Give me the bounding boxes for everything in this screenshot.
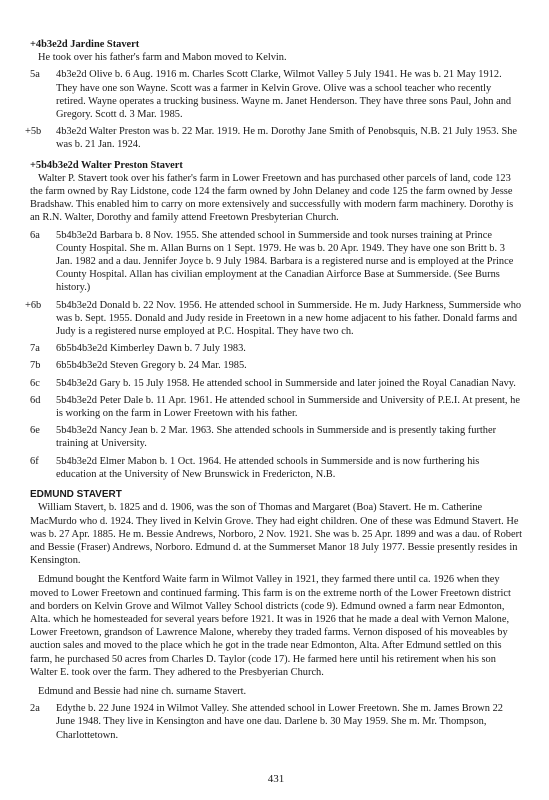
entry-code: +5b [25, 126, 42, 138]
paragraph-edmund-2: Edmund bought the Kentford Waite farm in Wilmot Valley in 1921, they farmed there until ca. 1926 when they moved to Lower Freetown and continued farming. This farm is on the extreme north of the Lower Freetown district and borders on Kelvin Grove and Wilmot Valley School districts (code 9). Edmund owned a farm near Edmonton, Alta. which he homesteaded for several years before 1921. It was in 1926 that he made a deal with Vernon Malone, Lower Freetown, grandson of Lawrence Malone, whereby they traded farms. Vernon disposed of his moveables by auction sales and moved to the place which he got in the trade near Edmonton, Alta. After Edmund settled on this farm, he purchased 50 acres from Charles D. Taylor (code 17). He farmed here until his retirement when his son Walter E. took over the farm. They adhered to the Presbyerian Church. [30, 574, 511, 678]
list-item [25, 125, 522, 151]
entry-text: 5b4b3e2d Nancy Jean b. 2 Mar. 1963. She attended schools in Summerside and is presently taking further training at University. [56, 425, 497, 450]
entry-text: 4b3e2d Olive b. 6 Aug. 1916 m. Charles Scott Clarke, Wilmot Valley 5 July 1941. He was b. 21 May 1912. They have one son Wayne. Scott was a farmer in Kelvin Grove. Olive was a school teacher who recently retired. Wayne operates a trucking business. Wayne m. Janet Henderson. They have three sons Paul, John and Gregory. Scott d. 3 Mar. 1985. [56, 69, 512, 121]
entry-text: 5b4b3e2d Elmer Mabon b. 1 Oct. 1964. He attended schools in Summerside and is now furthering his education at the University of New Brunswick in Fredericton, N.B. [56, 455, 480, 480]
section-heading-jardine: +4b3e2d Jardine Stavert [30, 39, 140, 50]
list-item [30, 702, 522, 742]
jardine-children-list [25, 68, 522, 151]
entry-text: 5b4b3e2d Donald b. 22 Nov. 1956. He attended school in Summerside. He m. Judy Harkness, Summerside who was b. Sept. 1955. Donald and Judy reside in Freetown in a new home adjacent to his father. Donald farms and Judy is a registered nurse employed at P.C. Hospital. They have two ch. [56, 299, 522, 338]
entry-code: 2a [30, 703, 40, 715]
list-item [30, 342, 522, 355]
paragraph-edmund-3: Edmund and Bessie had nine ch. surname Stavert. [38, 685, 247, 697]
entry-code: 6d [30, 394, 41, 406]
entry-code: 6c [30, 377, 40, 389]
section-heading-edmund: EDMUND STAVERT [30, 489, 122, 501]
list-item [30, 455, 522, 481]
entry-text: 6b5b4b3e2d Kimberley Dawn b. 7 July 1983. [56, 343, 246, 355]
list-item [30, 424, 522, 450]
page-number: 431 [267, 773, 285, 785]
entry-code: 5a [30, 69, 40, 81]
list-item [25, 299, 522, 339]
list-item [30, 377, 522, 390]
list-item [30, 229, 522, 295]
entry-code: 6a [30, 229, 40, 241]
entry-text: 4b3e2d Walter Preston was b. 22 Mar. 1919. He m. Dorothy Jane Smith of Penobsquis, N.B. 21 July 1953. She was b. 21 Jan. 1924. [56, 126, 518, 151]
list-item [30, 394, 522, 420]
list-item [30, 68, 522, 121]
entry-code: 7b [30, 360, 41, 372]
entry-code: +6b [25, 299, 42, 311]
entry-text: 5b4b3e2d Barbara b. 8 Nov. 1955. She attended school in Summerside and took nurses training at Prince County Hospital. She m. Allan Burns on 1 Sept. 1979. He was b. 20 Apr. 1949. They have one son Britt b. 3 Jan. 1982 and a dau. Jennifer Joyce b. 9 July 1984. Barbara is a registered nurse and is employed at the Prince County Hospital. Allan has civilian employment at the Canadian Airforce Base at Summerside. (See Burns history.) [56, 229, 514, 294]
walter-children-list [25, 229, 522, 481]
section-heading-walter: +5b4b3e2d Walter Preston Stavert [30, 159, 183, 171]
entry-code: 6f [30, 455, 39, 467]
entry-code: 7a [30, 343, 40, 355]
paragraph-walter: Walter P. Stavert took over his father's farm in Lower Freetown and has purchased other parcels of land, code 123 the farm owned by Ray Lidstone, code 124 the farm owned by John Delaney and code 125 the farm owned by Jesse Bradshaw. This enabled him to carry on more extensively and successfully with modern farm machinery. Dorothy is an R.N. Walter, Dorothy and family attend Freetown Presbyterian Church. [30, 172, 514, 224]
document-page [25, 38, 522, 785]
edmund-children-list [30, 702, 522, 742]
list-item [30, 359, 522, 372]
paragraph-jardine: He took over his father's farm and Mabon moved to Kelvin. [38, 52, 287, 64]
paragraph-edmund-1: William Stavert, b. 1825 and d. 1906, was the son of Thomas and Margaret (Boa) Stavert. He m. Catherine MacMurdo who d. 1924. They lived in Kelvin Grove. They had eight children. One of these was Edmund Stavert. He was b. 27 Apr. 1885. He m. Bessie Andrews, Norboro, 2 Nov. 1921. She was b. 25 Apr. 1899 and was a dau. of Robert and Bessie (Fraser) Andrews, Norboro. Edmund d. at the Summerset Manor 18 July 1977. Bessie presently resides in Kensington. [30, 502, 522, 567]
entry-text: 6b5b4b3e2d Steven Gregory b. 24 Mar. 1985. [56, 360, 247, 372]
entry-text: Edythe b. 22 June 1924 in Wilmot Valley. She attended school in Lower Freetown. She m. James Brown 22 June 1948. They live in Kensington and have one dau. Darlene b. 30 May 1959. She m. Mr. Thompson, Charlottetown. [56, 703, 503, 741]
entry-text: 5b4b3e2d Peter Dale b. 11 Apr. 1961. He attended school in Summerside and University of P.E.I. At present, he is working on the farm in Lower Freetown with his father. [56, 394, 520, 420]
entry-code: 6e [30, 425, 40, 437]
entry-text: 5b4b3e2d Gary b. 15 July 1958. He attended school in Summerside and later joined the Royal Canadian Navy. [56, 377, 516, 389]
